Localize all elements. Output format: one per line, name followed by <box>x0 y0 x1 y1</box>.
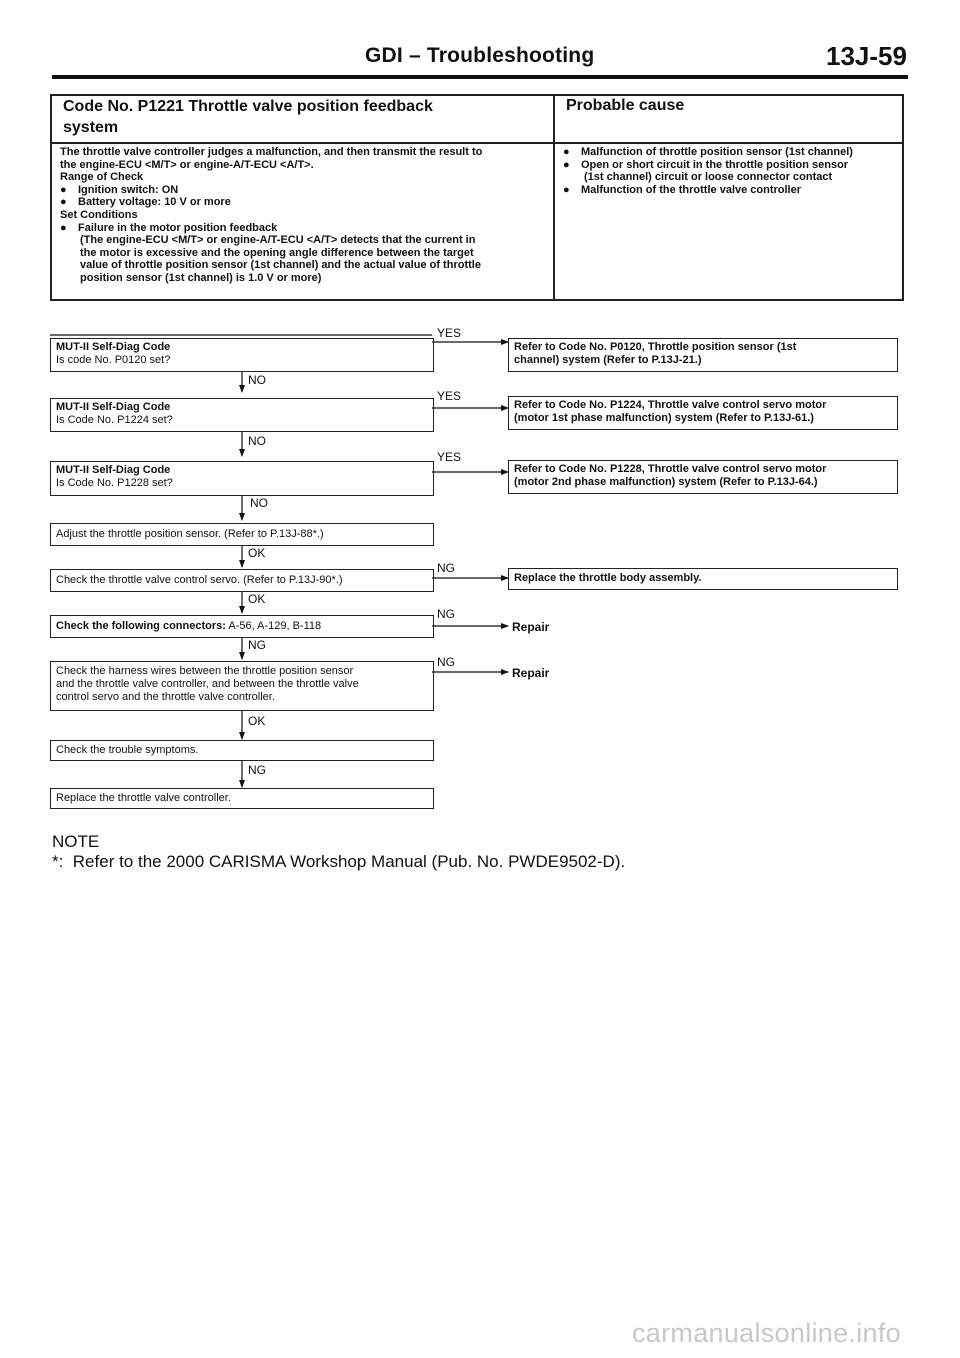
ref-line: Refer to Code No. P0120, Throttle position sensor (1st <box>514 341 797 353</box>
no-label: NO <box>250 496 268 510</box>
bullet-icon: ● <box>563 158 570 171</box>
ng-label: NG <box>248 638 266 652</box>
box-line: and the throttle valve controller, and between the throttle valve <box>56 678 359 690</box>
cause-item: ● Malfunction of the throttle valve controller <box>563 183 802 196</box>
box-text: Check the trouble symptoms. <box>56 744 199 756</box>
check-servo-box <box>50 569 434 592</box>
check-p1224-box <box>50 398 434 432</box>
bullet-icon: ● <box>563 146 570 158</box>
ok-label: OK <box>248 546 266 560</box>
ok-label: OK <box>248 592 266 606</box>
page-title: GDI – Troubleshooting <box>365 44 595 67</box>
ng-label: NG <box>248 763 266 777</box>
bullet-icon: ● <box>60 221 67 234</box>
description-line: The throttle valve controller judges a malfunction, and then transmit the result to <box>60 146 483 158</box>
ref-line: (motor 1st phase malfunction) system (Refer to P.13J-61.) <box>514 412 814 424</box>
no-label: NO <box>248 373 266 387</box>
ref-line: Refer to Code No. P1228, Throttle valve control servo motor <box>514 463 827 475</box>
box-text: Adjust the throttle position sensor. (Refer to P.13J-88*.) <box>56 528 324 540</box>
connector-list: A-56, A-129, B-118 <box>228 620 322 632</box>
bullet-icon: ● <box>563 183 570 196</box>
ref-line: (motor 2nd phase malfunction) system (Refer to P.13J-64.) <box>514 476 818 488</box>
ref-line: Refer to Code No. P1224, Throttle valve control servo motor <box>514 399 827 411</box>
ref-p1224-box <box>508 396 898 430</box>
bullet-icon: ● <box>60 196 67 209</box>
cause-item-continued: (1st channel) circuit or loose connector contact <box>584 171 833 184</box>
box-title: MUT-II Self-Diag Code <box>56 401 171 413</box>
watermark: carmanualsonline.info <box>632 1318 901 1348</box>
box-text: Replace the throttle valve controller. <box>56 792 231 804</box>
box-title: MUT-II Self-Diag Code <box>56 464 171 476</box>
box-question: Is Code No. P1224 set? <box>56 414 173 426</box>
ng-label: NG <box>437 655 455 669</box>
box-question: Is Code No. P1228 set? <box>56 477 173 489</box>
set-detail-line: value of throttle position sensor (1st channel) and the actual value of throttle <box>80 259 481 272</box>
cause-item: ● Malfunction of throttle position sensor (1st channel) <box>563 146 853 158</box>
adjust-sensor-box <box>50 523 434 546</box>
ref-line: channel) system (Refer to P.13J-21.) <box>514 354 702 366</box>
ng-label: NG <box>437 607 455 621</box>
ok-label: OK <box>248 714 266 728</box>
description-line: Range of Check <box>60 171 144 184</box>
ref-p0120-box <box>508 338 898 372</box>
box-question: Is code No. P0120 set? <box>56 354 171 366</box>
no-label: NO <box>248 434 266 448</box>
set-conditions-heading: Set Conditions <box>60 208 138 221</box>
yes-label: YES <box>437 389 462 403</box>
check-p0120-box <box>50 338 434 372</box>
code-title-line: system <box>63 119 119 136</box>
box-text: Replace the throttle body assembly. <box>514 572 702 584</box>
box-line: Check the harness wires between the throttle position sensor <box>56 665 354 677</box>
bullet-icon: ● <box>60 183 67 196</box>
repair-text: Repair <box>512 666 550 680</box>
check-symptoms-box <box>50 740 434 761</box>
yes-label: YES <box>437 450 462 464</box>
replace-controller-box <box>50 788 434 809</box>
check-connectors-box <box>50 615 434 638</box>
box-line: control servo and the throttle valve controller. <box>56 691 275 703</box>
box-text: Check the throttle valve control servo. (Refer to P.13J-90*.) <box>56 574 343 586</box>
set-detail-line: the motor is excessive and the opening angle difference between the target <box>80 246 474 259</box>
note-heading: NOTE <box>52 832 100 851</box>
check-harness-box <box>50 661 434 711</box>
bullet-item: ● Battery voltage: 10 V or more <box>60 196 231 209</box>
check-p1228-box <box>50 461 434 496</box>
box-title: MUT-II Self-Diag Code <box>56 341 171 353</box>
ng-label: NG <box>437 561 455 575</box>
description-line: the engine-ECU <M/T> or engine-A/T-ECU <A/T>. <box>60 158 314 171</box>
set-detail-line: position sensor (1st channel) is 1.0 V or more) <box>80 271 322 284</box>
probable-cause-heading: Probable cause <box>566 97 685 114</box>
note-text: *: Refer to the 2000 CARISMA Workshop Manual (Pub. No. PWDE9502-D). <box>52 852 626 871</box>
page-number: 13J-59 <box>826 41 907 71</box>
ref-p1228-box <box>508 460 898 494</box>
bullet-item: ● Ignition switch: ON <box>60 183 179 196</box>
set-detail-line: (The engine-ECU <M/T> or engine-A/T-ECU <A/T> detects that the current in <box>80 234 476 247</box>
cause-item: ● Open or short circuit in the throttle position sensor <box>563 158 849 171</box>
bullet-item: ● Failure in the motor position feedback <box>60 221 278 234</box>
yes-label: YES <box>437 326 462 340</box>
repair-text: Repair <box>512 620 550 634</box>
box-label: Check the following connectors: <box>56 620 226 632</box>
replace-body-box <box>508 568 898 590</box>
code-title-line: Code No. P1221 Throttle valve position feedback <box>63 98 433 115</box>
